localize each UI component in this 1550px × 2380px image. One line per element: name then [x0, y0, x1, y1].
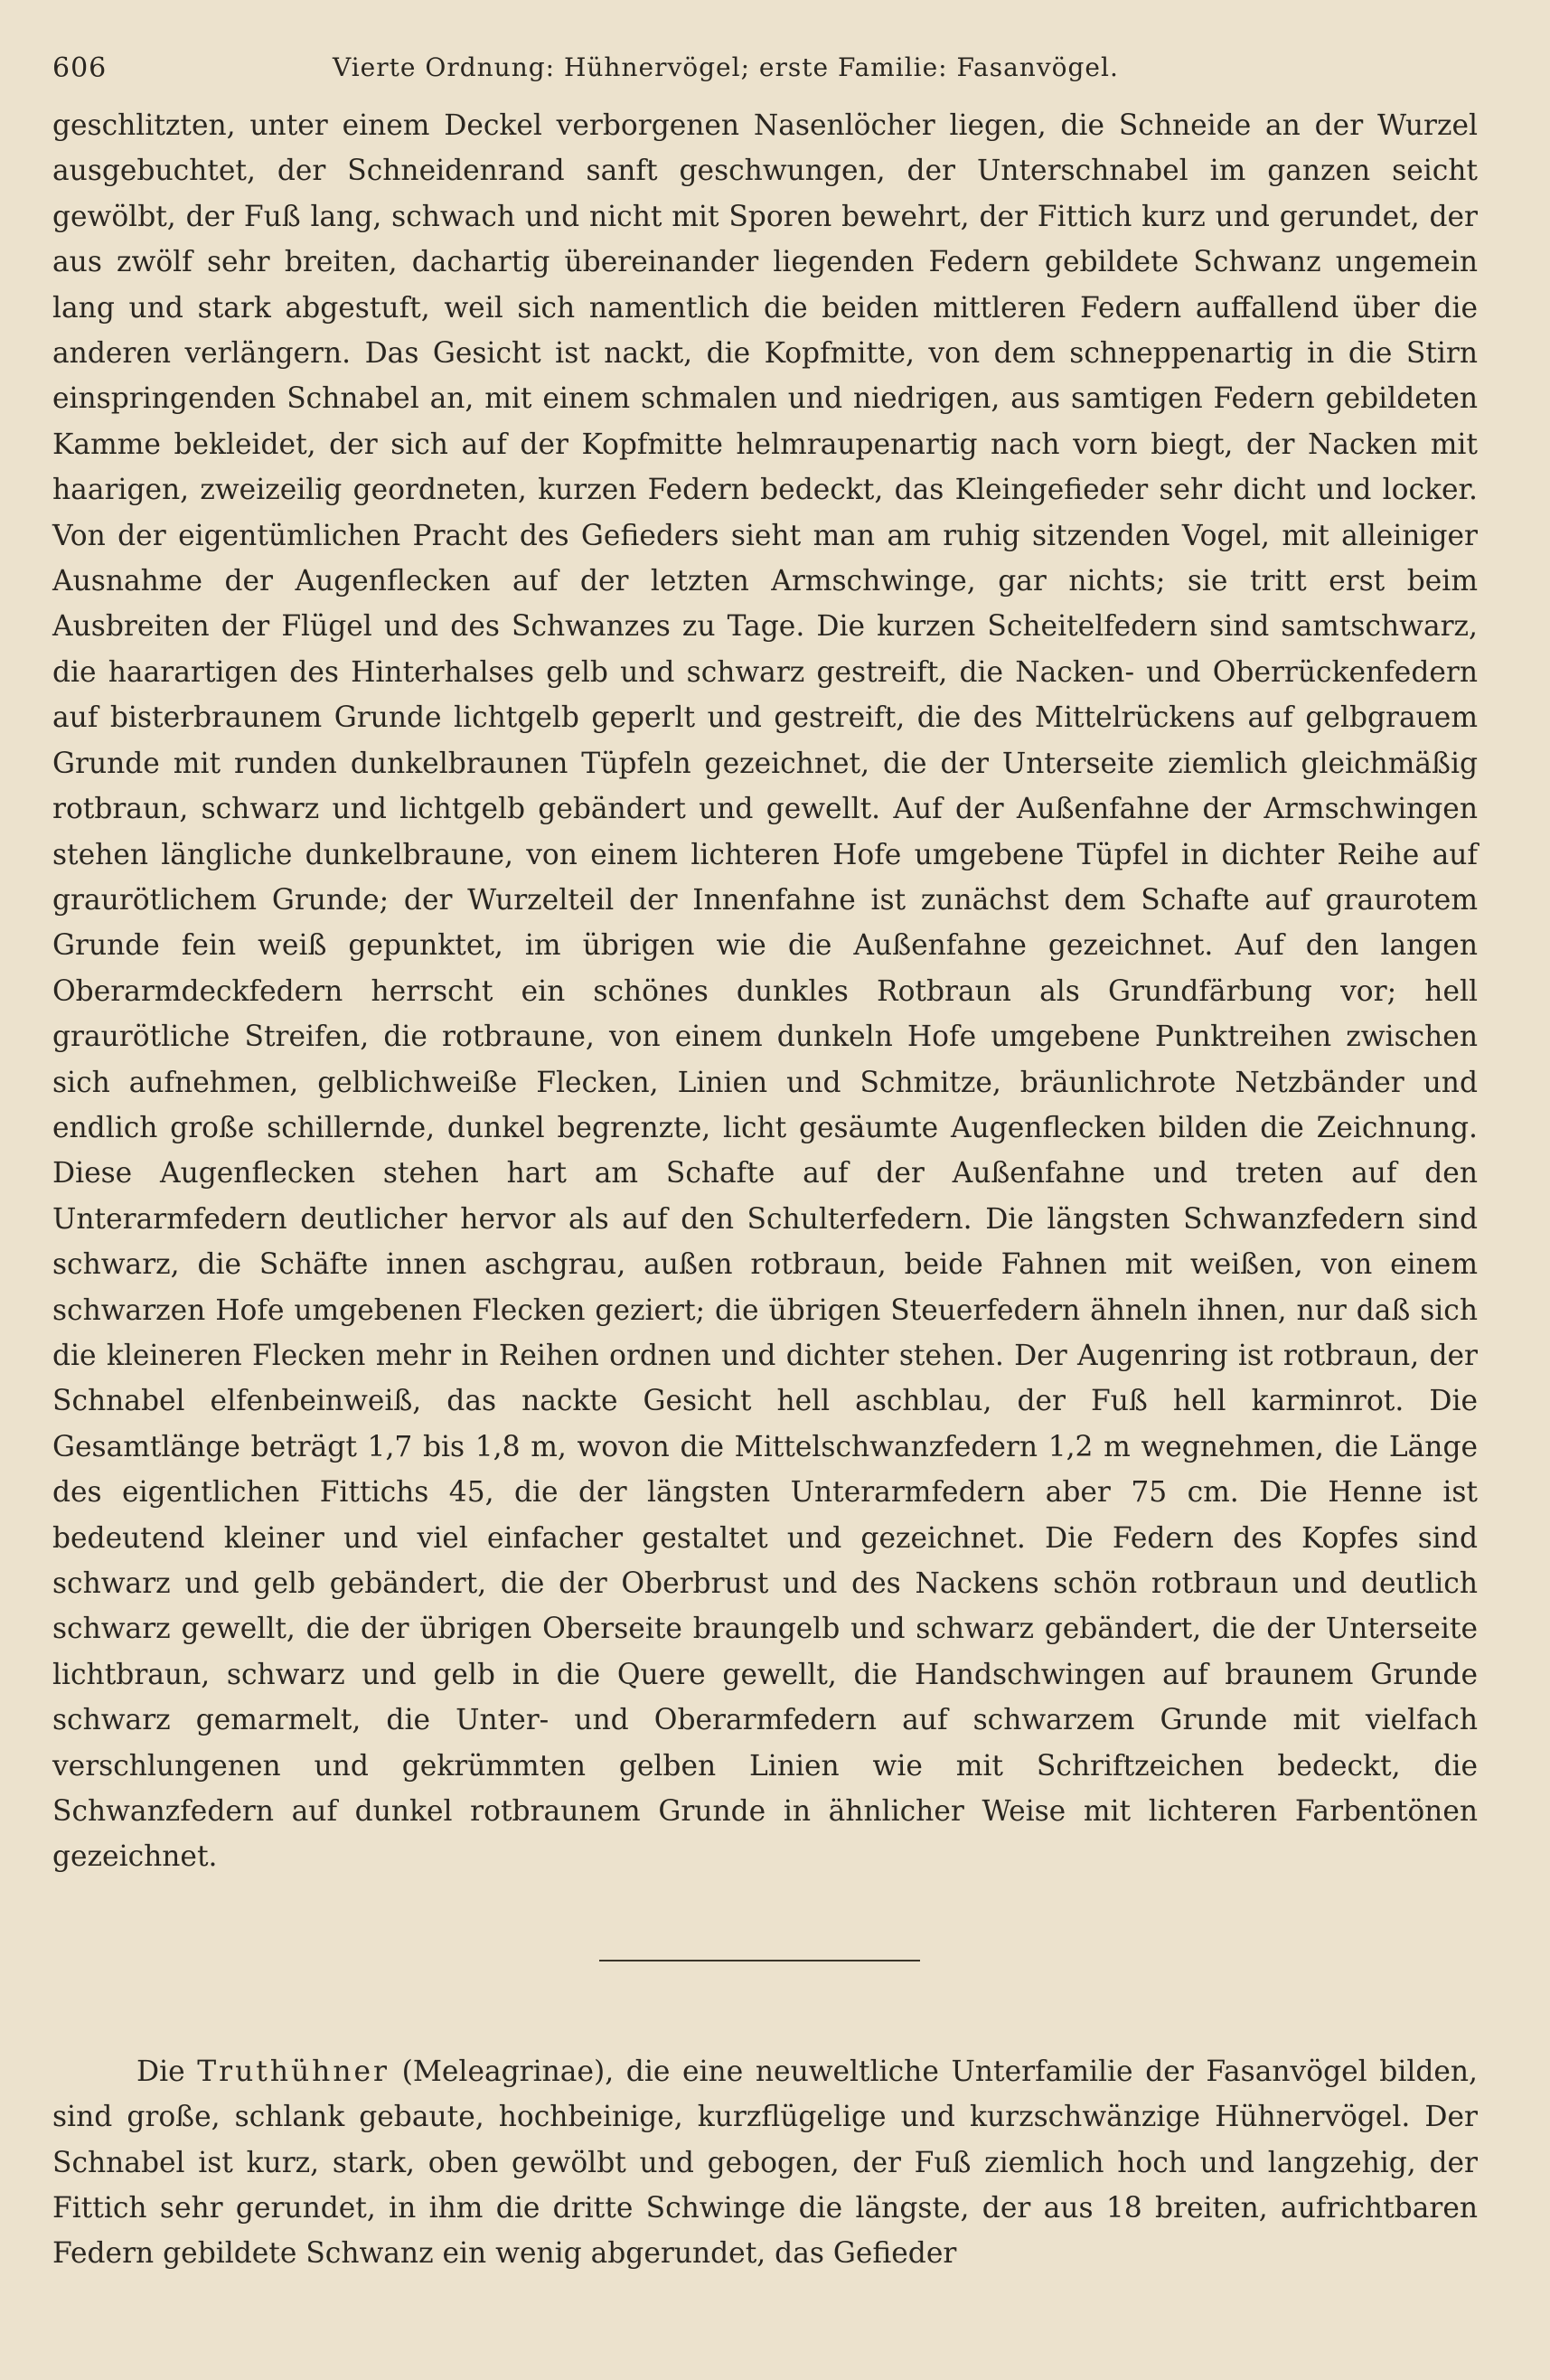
section-divider [599, 1960, 920, 1961]
term-truthuehner: Truthühner [197, 2055, 390, 2088]
paragraph-turkeys-intro [52, 2049, 1478, 2277]
paragraph-argus-pheasant-description: geschlitzten, unter einem Deckel verborgenen Nasenlöcher liegen, die Schneide an der Wurzel ausgebuchtet, der Schneidenrand sanft geschwungen, der Unterschnabel im ganzen seicht gewölbt, der Fuß lang, schwach und nicht mit Sporen bewehrt, der Fittich kurz und gerundet, der aus zwölf sehr breiten, dachartig übereinander liegenden Federn gebildete Schwanz ungemein lang und stark abgestuft, weil sich namentlich die beiden mittleren Federn auffallend über die anderen verlängern. Das Gesicht ist nackt, die Kopfmitte, von dem schneppenartig in die Stirn einspringenden Schnabel an, mit einem schmalen und niedrigen, aus samtigen Federn gebildeten Kamme bekleidet, der sich auf der Kopfmitte helmraupenartig nach vorn biegt, der Nacken mit haarigen, zweizeilig geordneten, kurzen Federn bedeckt, das Kleingefieder sehr dicht und locker. Von der eigentümlichen Pracht des Gefieders sieht man am ruhig sitzenden Vogel, mit alleiniger Ausnahme der Augenflecken auf der letzten Armschwinge, gar nichts; sie tritt erst beim Ausbreiten der Flügel und des Schwanzes zu Tage. Die kurzen Scheitelfedern sind samtschwarz, die haarartigen des Hinterhalses gelb und schwarz gestreift, die Nacken- und Oberrückenfedern auf bisterbraunem Grunde lichtgelb geperlt und gestreift, die des Mittelrückens auf gelbgrauem Grunde mit runden dunkelbraunen Tüpfeln gezeichnet, die der Unterseite ziemlich gleichmäßig rotbraun, schwarz und lichtgelb gebändert und gewellt. Auf der Außenfahne der Armschwingen stehen längliche dunkelbraune, von einem lichteren Hofe umgebene Tüpfel in dichter Reihe auf graurötlichem Grunde; der Wurzelteil der Innenfahne ist zunächst dem Schafte auf graurotem Grunde fein weiß gepunktet, im übrigen wie die Außenfahne gezeichnet. Auf den langen Oberarmdeckfedern herrscht ein schönes dunkles Rotbraun als Grundfärbung vor; hell graurötliche Streifen, die rotbraune, von einem dunkeln Hofe umgebene Punktreihen zwischen sich aufnehmen, gelblichweiße Flecken, Linien und Schmitze, bräunlichrote Netzbänder und endlich große schillernde, dunkel begrenzte, licht gesäumte Augenflecken bilden die Zeichnung. Diese Augenflecken stehen hart am Schafte auf der Außenfahne und treten auf den Unterarmfedern deutlicher hervor als auf den Schulterfedern. Die längsten Schwanzfedern sind schwarz, die Schäfte innen aschgrau, außen rotbraun, beide Fahnen mit weißen, von einem schwarzen Hofe umgebenen Flecken geziert; die übrigen Steuerfedern ähneln ihnen, nur daß sich die kleineren Flecken mehr in Reihen ordnen und dichter stehen. Der Augenring ist rotbraun, der Schnabel elfenbeinweiß, das nackte Gesicht hell aschblau, der Fuß hell karminrot. Die Gesamtlänge beträgt 1,7 bis 1,8 m, wovon die Mittelschwanzfedern 1,2 m wegnehmen, die Länge des eigentlichen Fittichs 45, die der längsten Unterarmfedern aber 75 cm. Die Henne ist bedeutend kleiner und viel einfacher gestaltet und gezeichnet. Die Federn des Kopfes sind schwarz und gelb gebändert, die der Oberbrust und des Nackens schön rotbraun und deutlich schwarz gewellt, die der übrigen Oberseite braungelb und schwarz gebändert, die der Unterseite lichtbraun, schwarz und gelb in die Quere gewellt, die Handschwingen auf braunem Grunde schwarz gemarmelt, die Unter- und Oberarmfedern auf schwarzem Grunde mit vielfach verschlungenen und gekrümmten gelben Linien wie mit Schriftzeichen bedeckt, die Schwanzfedern auf dunkel rotbraunem Grunde in ähnlicher Weise mit lichteren Farbentönen gezeichnet. [52, 109, 1478, 1874]
page-header [52, 52, 1478, 98]
running-head: Vierte Ordnung: Hühnervögel; erste Familie: Fasanvögel. [333, 52, 1119, 82]
term-latin-meleagrinae: (Meleagrinae) [401, 2055, 606, 2088]
paragraph-body: , die eine neuweltliche Unterfamilie der Fasanvögel bilden, sind große, schlank gebaute, hochbeinige, kurzflügelige und kurzschwänzige Hühnervögel. Der Schnabel ist kurz, stark, oben gewölbt und gebogen, der Fuß ziemlich hoch und langzehig, der Fittich sehr gerundet, in ihm die dritte Schwinge die längste, der aus 18 breiten, aufrichtbaren Federn gebildete Schwanz ein wenig abgerundet, das Gefieder [52, 2055, 1479, 2271]
page-number: 606 [52, 52, 108, 84]
paragraph-lead-word: Die [136, 2055, 185, 2088]
